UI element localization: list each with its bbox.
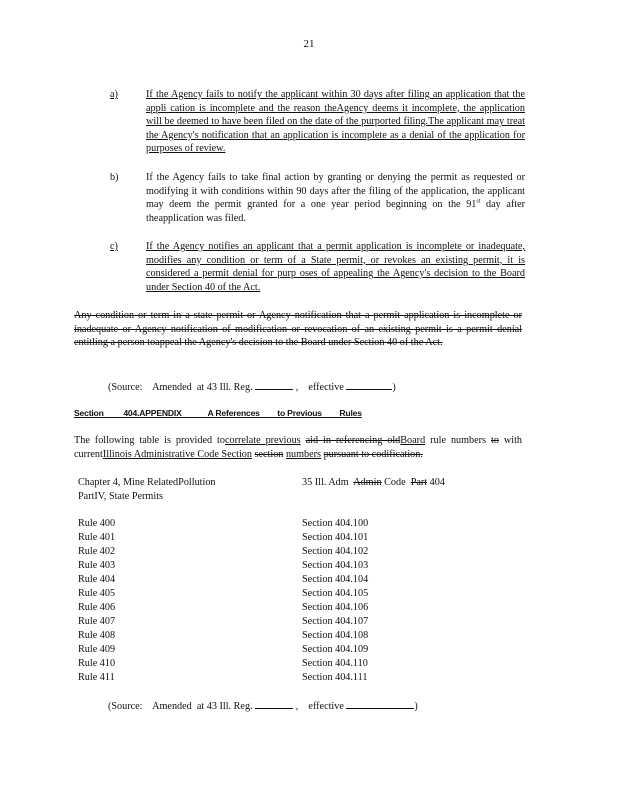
table-row: Rule 405: [78, 588, 116, 599]
table-row: Section 404.108: [302, 630, 369, 641]
table-right-header: [302, 476, 445, 490]
intro-deleted: aid in referencing old: [305, 435, 401, 446]
intro-inserted: Illinois Administrative Code Section: [102, 448, 252, 460]
table-row: Rule 411: [78, 672, 115, 683]
table-row: Section 404.101: [302, 532, 369, 543]
source-label: (Source:: [108, 382, 143, 393]
intro-inserted: correlate previous: [224, 435, 301, 446]
table-row: Rule 410: [78, 658, 116, 669]
table-row: Section 404.111: [302, 672, 368, 683]
table-row: Rule 402: [78, 546, 116, 557]
item-text: [146, 171, 525, 225]
section-heading: [74, 407, 362, 421]
ordinal-suffix: st: [476, 198, 481, 205]
intro-text: The following table is provided to: [74, 435, 225, 446]
intro-inserted: Board: [400, 435, 426, 446]
left-header-line: Chapter 4, Mine RelatedPollution: [78, 477, 216, 488]
source-register: at 43 Ill. Reg.: [196, 382, 253, 393]
table-row: Section 404.109: [302, 644, 369, 655]
table-row: Rule 408: [78, 630, 116, 641]
intro-inserted: numbers: [285, 448, 322, 460]
table-row: Rule 400: [78, 518, 116, 529]
right-header-text: Code: [384, 477, 406, 488]
source-close: ): [392, 382, 396, 393]
left-header-line: PartIV, State Permits: [78, 490, 163, 502]
table-left-header: [78, 476, 216, 503]
effective-blank: [346, 698, 414, 709]
register-blank: [255, 379, 293, 390]
table-row: Rule 409: [78, 644, 116, 655]
intro-text: rule numbers: [430, 435, 487, 446]
heading-number: 404.APPENDIX: [123, 408, 182, 418]
register-blank: [255, 698, 293, 709]
heading-title-b: to Previous: [277, 408, 322, 418]
table-row: Section 404.100: [302, 518, 369, 529]
table-row: Section 404.104: [302, 574, 369, 585]
table-row: Rule 401: [78, 532, 116, 543]
right-header-deleted: Part: [410, 477, 428, 488]
table-row: Section 404.102: [302, 546, 369, 557]
source-close: ): [414, 701, 418, 712]
heading-title-c: Rules: [339, 408, 362, 418]
right-header-text: 404: [429, 477, 445, 488]
source-note: [108, 379, 396, 395]
effective-blank: [346, 379, 392, 390]
intro-deleted: .: [420, 448, 423, 460]
table-row: Section 404.105: [302, 588, 369, 599]
list-item-b: [110, 171, 525, 231]
item-text-before: If the Agency fails to take final action by granting or denying the permit as requested or modifying it with conditions within 90 days after the filing of the application, the applicant may deem the permit granted for a one year period beginning on the 91: [146, 172, 525, 211]
list-item-a: [110, 88, 525, 158]
item-text: If the Agency notifies an applicant that a permit application is incomplete or inadequate, modifies any condition or term of a State permit, or revokes an existing permit, it is considered a permit denial for purp oses of appealing the Agency's decision to the Board under Section 40 of the Act.: [146, 241, 525, 293]
source-register: at 43 Ill. Reg.: [196, 701, 253, 712]
right-header-text: 35 Ill. Adm: [302, 477, 349, 488]
intro-paragraph: [74, 434, 522, 461]
heading-title-a: A References: [207, 408, 260, 418]
source-note: [108, 698, 418, 714]
source-effective: effective: [308, 382, 344, 393]
item-label: c): [110, 241, 118, 252]
table-row: Section 404.103: [302, 560, 369, 571]
struck-paragraph: Any condition or term in a state permit or Agency notification that a permit application is incomplete or inadequate or Agency notification of modification or revocation of an existing permit is a permit denial entitling a person toappeal the Agency's decision to the Board under Section 40 of the Act.: [74, 310, 522, 349]
table-row: Section 404.107: [302, 616, 369, 627]
item-label: a): [110, 89, 118, 100]
table-row: Rule 407: [78, 616, 116, 627]
intro-deleted: to: [491, 435, 499, 446]
source-comma: ,: [295, 701, 299, 712]
intro-text: with current: [74, 435, 523, 460]
table-row: Section 404.110: [302, 658, 368, 669]
source-amended: Amended: [152, 701, 192, 712]
source-amended: Amended: [152, 382, 192, 393]
table-row: Rule 403: [78, 560, 116, 571]
right-header-deleted: Admin: [353, 477, 382, 488]
item-text: If the Agency fails to notify the applicant within 30 days after filing an application that the appli cation is incomplete and the reason theAgency deems it incomplete, the application will be deemed to have been filed on the date of the purported filing.The applicant may treat the Agency's notification that an application is incomplete as a denial of the application for purposes of review.: [146, 89, 525, 155]
source-effective: effective: [308, 701, 344, 712]
page-number: 21: [303, 38, 315, 50]
source-label: (Source:: [108, 701, 143, 712]
table-row: Rule 406: [78, 602, 116, 613]
intro-deleted: section: [254, 448, 284, 460]
rule-column: [78, 517, 115, 685]
table-row: Rule 404: [78, 574, 116, 585]
heading-section: Section: [74, 408, 104, 418]
item-text-after: day after theapplication was filed.: [146, 199, 526, 224]
item-label: b): [110, 172, 119, 183]
source-comma: ,: [295, 382, 299, 393]
intro-deleted: pursuant to codification: [323, 448, 421, 460]
section-column: [302, 517, 368, 685]
table-row: Section 404.106: [302, 602, 369, 613]
list-item-c: [110, 240, 525, 300]
